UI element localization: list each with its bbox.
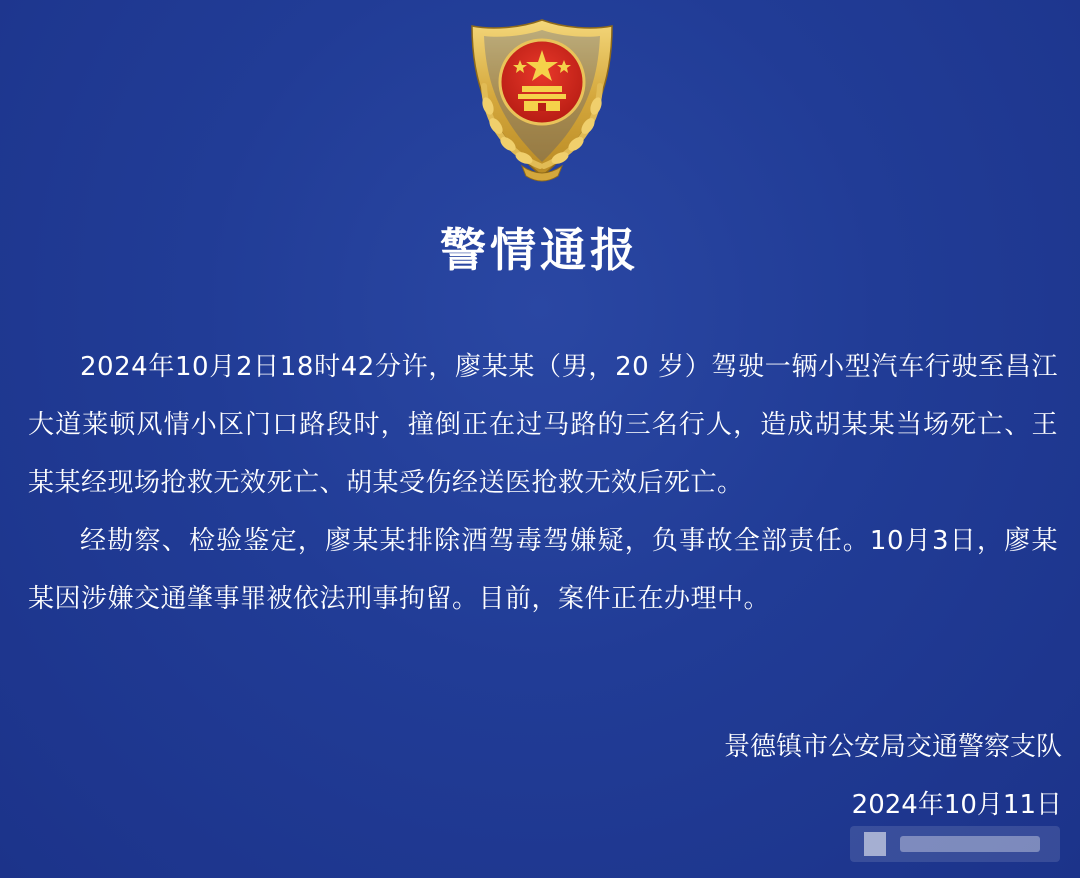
notice-body <box>28 338 1058 628</box>
issue-date: 2024年10月11日 <box>851 790 1062 820</box>
signature-block <box>724 718 1062 834</box>
police-emblem-icon <box>462 16 622 188</box>
notice-paragraph: 2024年10月2日18时42分许，廖某某（男，20 岁）驾驶一辆小型汽车行驶至昌江大道莱顿风情小区门口路段时，撞倒正在过马路的三名行人，造成胡某某当场死亡、王某某经现场抢救无效死亡、胡某受伤经送医抢救无效后死亡。 <box>28 352 1058 498</box>
page-title: 警情通报 <box>440 223 640 277</box>
watermark-icon <box>850 818 1060 868</box>
notice-paragraph: 经勘察、检验鉴定，廖某某排除酒驾毒驾嫌疑，负事故全部责任。10月3日，廖某某因涉嫌交通肇事罪被依法刑事拘留。目前，案件正在办理中。 <box>28 526 1058 614</box>
issuer-name: 景德镇市公安局交通警察支队 <box>723 732 1062 762</box>
